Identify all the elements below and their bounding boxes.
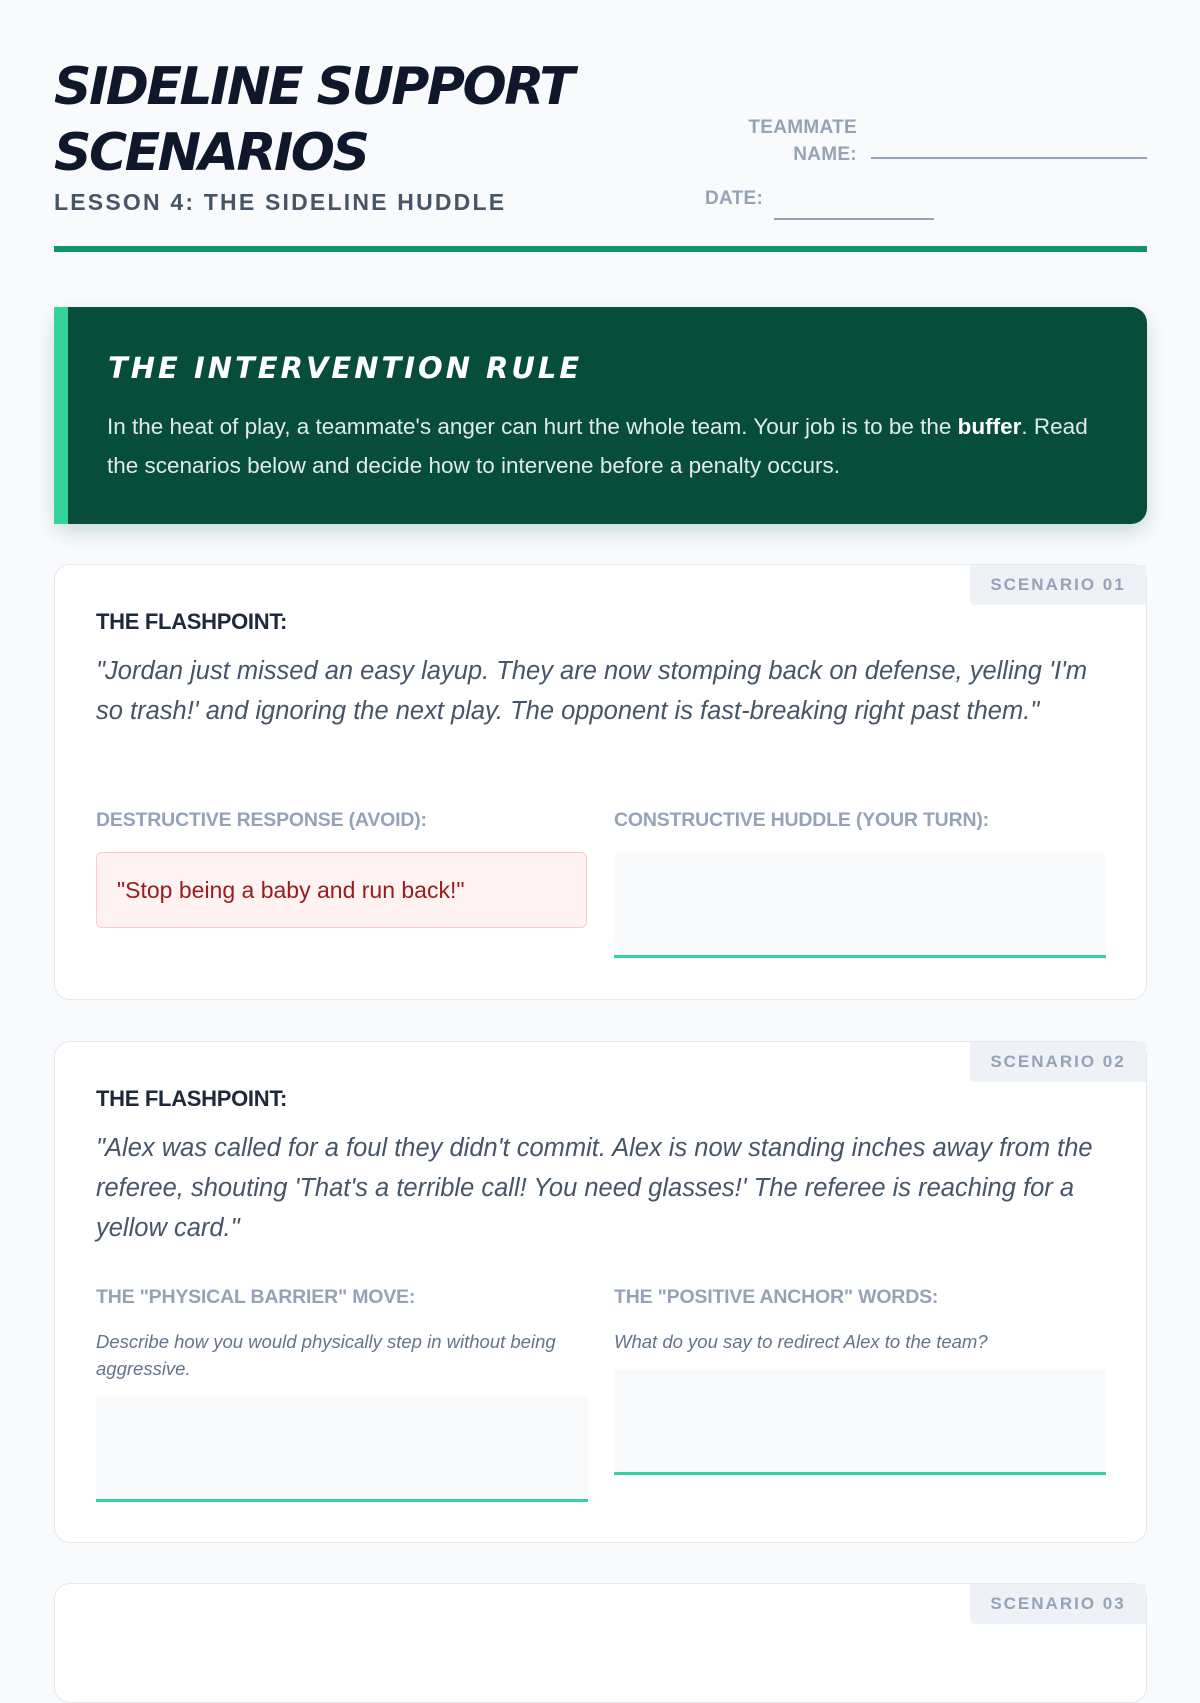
rule-text-emphasis: buffer	[957, 414, 1022, 439]
flashpoint-quote: "Jordan just missed an easy layup. They are now stomping back on defense, yelling 'I'm so trash!' and ignoring the next play. The opponent is fast-breaking right past them."	[96, 657, 1088, 725]
destructive-response-label: DESTRUCTIVE RESPONSE (AVOID):	[96, 809, 427, 831]
date-label: DATE:	[705, 188, 764, 209]
teammate-label-line-2: NAME:	[793, 144, 857, 165]
title-line-1: SIDELINE SUPPORT	[54, 57, 573, 117]
physical-barrier-label: THE "PHYSICAL BARRIER" MOVE:	[96, 1286, 416, 1308]
page-title	[54, 54, 572, 186]
header-divider	[54, 246, 1147, 252]
scenario-tag: SCENARIO 01	[970, 565, 1146, 605]
rule-text-part: . Read the scenarios below and decide how to intervene before a penalty occurs.	[107, 414, 1088, 478]
positive-anchor-label: THE "POSITIVE ANCHOR" WORDS:	[614, 1286, 939, 1308]
scenario-card	[54, 1041, 1147, 1543]
teammate-label-line-1: TEAMMATE	[748, 117, 857, 138]
flashpoint-quote: "Alex was called for a foul they didn't commit. Alex is now standing inches away from the referee, shouting 'That's a terrible call! You need glasses!' The referee is reaching for a yellow card."	[96, 1134, 1093, 1242]
teammate-name-field[interactable]	[871, 157, 1147, 159]
rule-title: THE INTERVENTION RULE	[108, 351, 583, 385]
date-field[interactable]	[774, 218, 934, 220]
scenario-tag: SCENARIO 03	[970, 1584, 1146, 1624]
physical-barrier-hint: Describe how you would physically step in without being aggressive.	[96, 1331, 556, 1379]
flashpoint-label: THE FLASHPOINT:	[96, 1086, 288, 1111]
positive-anchor-hint: What do you say to redirect Alex to the team?	[614, 1331, 988, 1352]
lesson-subtitle: LESSON 4: THE SIDELINE HUDDLE	[54, 189, 507, 215]
positive-anchor-answer-field[interactable]	[614, 1369, 1106, 1475]
constructive-huddle-label: CONSTRUCTIVE HUDDLE (YOUR TURN):	[614, 809, 989, 831]
constructive-huddle-answer-field[interactable]	[614, 852, 1106, 958]
flashpoint-label: THE FLASHPOINT:	[96, 609, 288, 634]
scenario-tag: SCENARIO 02	[970, 1042, 1146, 1082]
teammate-name-label	[748, 114, 857, 168]
rule-text-part: In the heat of play, a teammate's anger can hurt the whole team. Your job is to be the	[107, 414, 958, 439]
scenario-card	[54, 564, 1147, 1000]
rule-text	[107, 407, 1117, 485]
callout-accent-bar	[54, 307, 68, 524]
title-line-2: SCENARIOS	[54, 123, 368, 183]
intervention-rule-callout	[54, 307, 1147, 524]
scenario-card	[54, 1583, 1147, 1703]
destructive-response-example: "Stop being a baby and run back!"	[96, 852, 587, 928]
physical-barrier-answer-field[interactable]	[96, 1396, 588, 1502]
